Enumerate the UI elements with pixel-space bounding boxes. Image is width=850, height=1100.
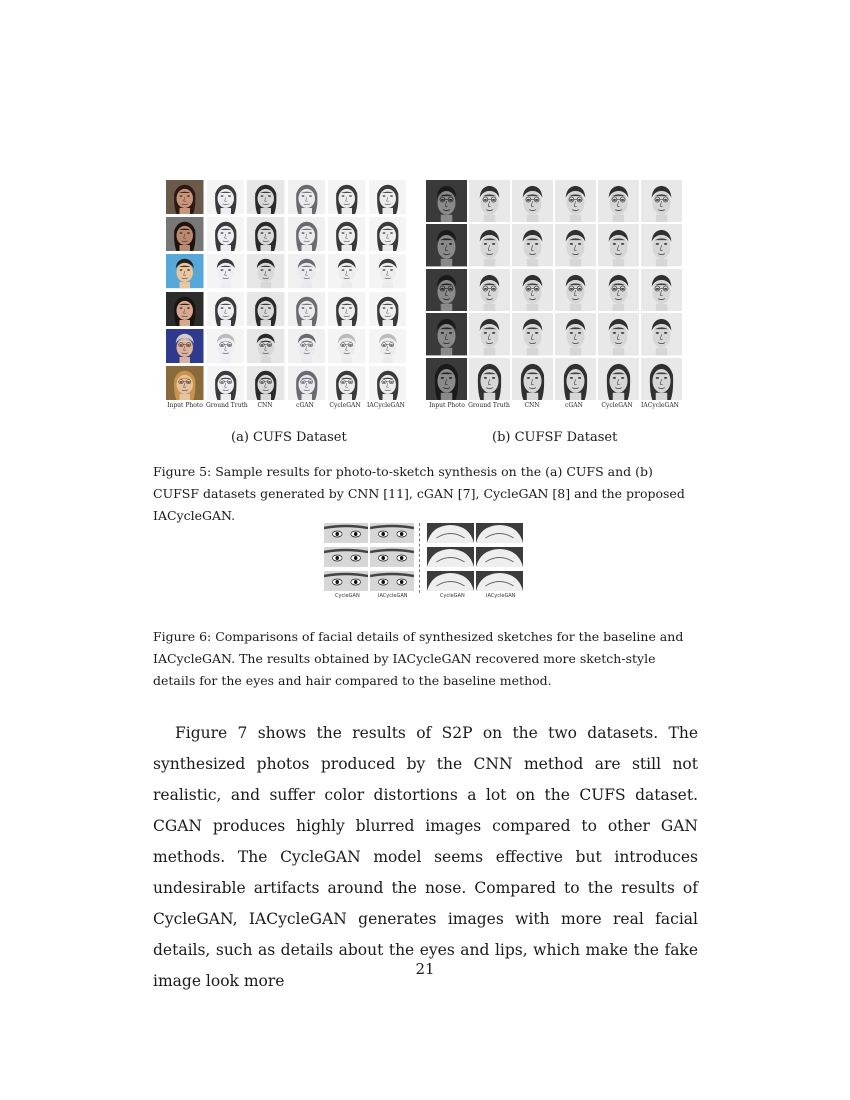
- cufsf-thumbnail: [641, 269, 682, 311]
- hair-detail-crop: [476, 547, 523, 567]
- subcaption-a: (a) CUFS Dataset: [231, 430, 347, 445]
- cufs-thumbnail: [328, 292, 366, 326]
- cufs-thumbnail: [328, 366, 366, 400]
- cufsf-thumbnail: [512, 180, 553, 222]
- cufs-thumbnail: [166, 292, 204, 326]
- col-label-a-ground-truth: Ground Truth: [206, 402, 248, 409]
- cufs-thumbnail: [207, 180, 245, 214]
- cufsf-thumbnail: [469, 180, 510, 222]
- cufs-thumbnail: [288, 254, 326, 288]
- eye-detail-crop: [324, 547, 368, 567]
- cufs-thumbnail: [369, 180, 407, 214]
- cufsf-thumbnail: [512, 269, 553, 311]
- cufsf-thumbnail: [426, 224, 467, 266]
- col-label-b-ground-truth: Ground Truth: [468, 402, 510, 409]
- cufsf-thumbnail: [598, 358, 639, 400]
- col-label-a-cyclegan: CycleGAN: [329, 402, 361, 409]
- cufsf-thumbnail: [426, 269, 467, 311]
- cufsf-thumbnail: [641, 224, 682, 266]
- col-label-a-cgan: cGAN: [296, 402, 314, 409]
- cufsf-thumbnail: [598, 313, 639, 355]
- hair-detail-crop: [427, 571, 474, 591]
- page-number: 21: [415, 960, 435, 978]
- eye-detail-crop: [370, 547, 414, 567]
- cufs-thumbnail: [369, 366, 407, 400]
- cufsf-thumbnail: [426, 180, 467, 222]
- cufsf-thumbnail: [469, 358, 510, 400]
- cufs-thumbnail: [166, 217, 204, 251]
- col-label-a-input: Input Photo: [167, 402, 203, 409]
- figure6-caption: Figure 6: Comparisons of facial details of synthesized sketches for the baseline and IACycleGAN. The results obtained by IACycleGAN recovered more sketch-style details for the eyes and hair compared to the baseline method.: [153, 629, 684, 688]
- fig6-label-iacyclegan-hair: IACycleGAN: [486, 593, 516, 599]
- col-label-b-input: Input Photo: [429, 402, 465, 409]
- cufsf-thumbnail: [555, 269, 596, 311]
- subcaption-b: (b) CUFSF Dataset: [492, 430, 618, 445]
- eye-detail-crop: [324, 571, 368, 591]
- cufsf-thumbnail: [469, 269, 510, 311]
- cufs-thumbnail: [247, 217, 285, 251]
- cufs-thumbnail: [369, 217, 407, 251]
- cufsf-thumbnail: [555, 180, 596, 222]
- fig6-label-cyclegan-eyes: CycleGAN: [335, 593, 360, 599]
- cufs-thumbnail: [328, 217, 366, 251]
- cufs-thumbnail: [207, 254, 245, 288]
- cufs-thumbnail: [247, 180, 285, 214]
- cufs-thumbnail: [328, 180, 366, 214]
- eye-detail-crop: [370, 571, 414, 591]
- cufs-thumbnail: [328, 329, 366, 363]
- hair-detail-crop: [476, 571, 523, 591]
- col-label-b-cyclegan: CycleGAN: [601, 402, 633, 409]
- hair-detail-crop: [427, 547, 474, 567]
- cufsf-thumbnail: [426, 313, 467, 355]
- col-label-b-cnn: CNN: [524, 402, 540, 409]
- cufsf-thumbnail: [641, 180, 682, 222]
- cufs-thumbnail: [247, 329, 285, 363]
- cufs-thumbnail: [328, 254, 366, 288]
- cufs-thumbnail: [247, 254, 285, 288]
- col-label-b-iacyclegan: IACycleGAN: [641, 402, 679, 409]
- col-label-a-iacyclegan: IACycleGAN: [367, 402, 405, 409]
- cufs-thumbnail: [166, 180, 204, 214]
- cufsf-thumbnail: [555, 224, 596, 266]
- col-label-a-cnn: CNN: [257, 402, 273, 409]
- cufs-thumbnail: [288, 180, 326, 214]
- eye-detail-crop: [370, 523, 414, 543]
- cufs-thumbnail: [207, 329, 245, 363]
- cufsf-thumbnail: [469, 313, 510, 355]
- cufsf-thumbnail: [512, 224, 553, 266]
- cufsf-thumbnail: [512, 313, 553, 355]
- cufs-thumbnail: [247, 292, 285, 326]
- fig6-label-iacyclegan-eyes: IACycleGAN: [378, 593, 408, 599]
- cufs-thumbnail: [207, 292, 245, 326]
- cufs-thumbnail: [288, 292, 326, 326]
- cufs-thumbnail: [166, 329, 204, 363]
- cufsf-thumbnail: [469, 224, 510, 266]
- cufsf-thumbnail: [426, 358, 467, 400]
- cufs-thumbnail: [288, 366, 326, 400]
- cufsf-thumbnail: [598, 224, 639, 266]
- cufs-thumbnail: [207, 217, 245, 251]
- body-paragraph: [153, 718, 698, 997]
- hair-detail-crop: [476, 523, 523, 543]
- cufs-thumbnail: [369, 329, 407, 363]
- cufs-thumbnail: [288, 217, 326, 251]
- figure5-caption: Figure 5: Sample results for photo-to-sketch synthesis on the (a) CUFS and (b) CUFSF datasets generated by CNN [11], cGAN [7], CycleGAN [8] and the proposed IACycleGAN.: [153, 464, 685, 523]
- col-label-b-cgan: cGAN: [565, 402, 583, 409]
- cufsf-thumbnail: [641, 358, 682, 400]
- cufsf-thumbnail: [598, 180, 639, 222]
- fig6-label-cyclegan-hair: CycleGAN: [440, 593, 465, 599]
- cufs-thumbnail: [369, 254, 407, 288]
- figure5-panel-a-grid: [166, 180, 406, 400]
- cufs-thumbnail: [288, 329, 326, 363]
- cufs-thumbnail: [207, 366, 245, 400]
- cufsf-thumbnail: [512, 358, 553, 400]
- eye-detail-crop: [324, 523, 368, 543]
- cufs-thumbnail: [247, 366, 285, 400]
- cufs-thumbnail: [166, 254, 204, 288]
- cufs-thumbnail: [369, 292, 407, 326]
- body-paragraph-text: Figure 7 shows the results of S2P on the two datasets. The synthesized photos produced by the CNN method are still not realistic, and suffer color distortions a lot on the CUFS dataset. CGAN produces highly blurred images compared to other GAN methods. The CycleGAN model seems effective but introduces undesirable artifacts around the nose. Compared to the results of CycleGAN, IACycleGAN generates images with more real facial details, such as details about the eyes and lips, which make the fake image look more: [153, 724, 698, 990]
- cufs-thumbnail: [166, 366, 204, 400]
- cufsf-thumbnail: [555, 313, 596, 355]
- cufsf-thumbnail: [555, 358, 596, 400]
- cufsf-thumbnail: [641, 313, 682, 355]
- hair-detail-crop: [427, 523, 474, 543]
- figure6-separator: [419, 523, 420, 593]
- cufsf-thumbnail: [598, 269, 639, 311]
- figure5-panel-b-grid: [426, 180, 682, 400]
